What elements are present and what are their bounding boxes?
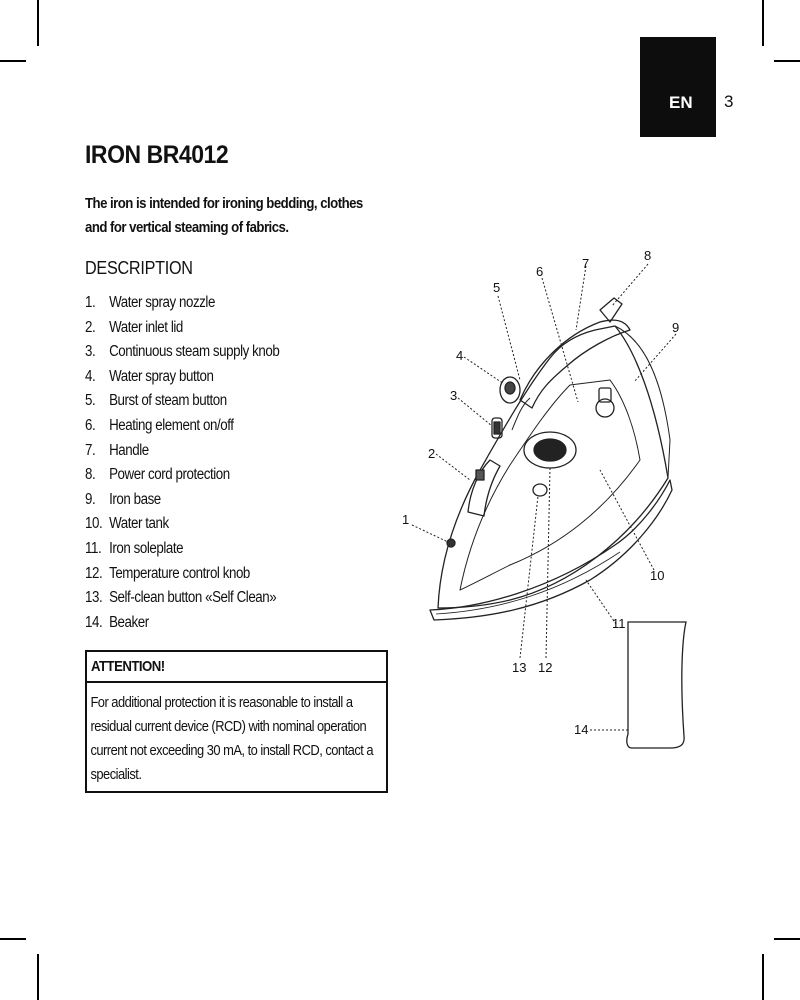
intro-text: The iron is intended for ironing bedding, clothes and for vertical steaming of fabrics. <box>85 195 363 236</box>
language-label: EN <box>669 93 693 112</box>
callout-9: 9 <box>672 320 680 335</box>
item-number: 3. <box>85 343 96 361</box>
list-item <box>85 389 279 414</box>
list-item <box>85 537 279 562</box>
iron-diagram <box>400 240 700 760</box>
list-item <box>85 316 279 341</box>
crop-mark <box>0 938 26 940</box>
attention-text: For additional protection it is reasonable to install a residual current device (RCD) with nominal operation current not exceeding 30 mA, to install RCD, contact a specialist. <box>90 694 374 783</box>
crop-mark <box>762 0 764 46</box>
attention-heading: ATTENTION! <box>87 652 386 683</box>
attention-box <box>85 650 388 793</box>
iron-handle-shape <box>520 320 630 408</box>
list-item <box>85 562 279 587</box>
item-number: 8. <box>85 466 96 484</box>
beaker-shape <box>627 622 686 748</box>
iron-body-shape <box>438 326 668 608</box>
item-number: 2. <box>85 318 96 336</box>
item-number: 7. <box>85 441 96 459</box>
item-number: 11. <box>85 539 102 557</box>
iron-soleplate-shape <box>430 480 672 620</box>
list-item <box>85 463 279 488</box>
item-number: 5. <box>85 392 96 410</box>
list-item <box>85 365 279 390</box>
cord-protection-shape <box>600 298 622 322</box>
callout-7: 7 <box>582 256 590 271</box>
description-heading: DESCRIPTION <box>85 258 193 278</box>
list-item <box>85 488 279 513</box>
callout-4: 4 <box>456 348 464 363</box>
parts-list <box>85 291 279 635</box>
language-tab <box>640 37 716 137</box>
item-label: Handle <box>109 441 149 459</box>
item-label: Iron base <box>109 490 161 508</box>
crop-mark <box>37 954 39 1000</box>
list-item <box>85 586 279 611</box>
item-label: Heating element on/off <box>109 416 234 434</box>
page-title: IRON BR4012 <box>85 141 229 169</box>
callout-2: 2 <box>428 446 436 461</box>
item-number: 4. <box>85 367 96 385</box>
item-number: 12. <box>85 564 103 582</box>
list-item <box>85 611 279 636</box>
callout-12: 12 <box>538 660 553 675</box>
list-item <box>85 340 279 365</box>
crop-mark <box>0 60 26 62</box>
list-item <box>85 291 279 316</box>
page-number: 3 <box>724 92 734 111</box>
list-item <box>85 512 279 537</box>
callout-8: 8 <box>644 248 652 263</box>
callout-3: 3 <box>450 388 458 403</box>
item-label: Temperature control knob <box>109 564 250 582</box>
callout-13: 13 <box>512 660 527 675</box>
item-number: 13. <box>85 589 103 607</box>
list-item <box>85 414 279 439</box>
callout-6: 6 <box>536 264 544 279</box>
callout-14: 14 <box>574 722 589 737</box>
item-label: Water inlet lid <box>109 318 183 336</box>
item-label: Burst of steam button <box>109 392 227 410</box>
item-number: 9. <box>85 490 96 508</box>
item-label: Iron soleplate <box>109 539 184 557</box>
item-number: 6. <box>85 416 96 434</box>
item-label: Water tank <box>109 515 169 533</box>
item-label: Continuous steam supply knob <box>109 343 280 361</box>
callout-5: 5 <box>493 280 501 295</box>
item-label: Self-clean button «Self Clean» <box>109 589 277 607</box>
item-number: 10. <box>85 515 103 533</box>
callout-11: 11 <box>612 616 626 631</box>
item-number: 1. <box>85 294 96 311</box>
crop-mark <box>774 60 800 62</box>
list-item <box>85 439 279 464</box>
item-label: Power cord protection <box>109 466 230 484</box>
callout-1: 1 <box>402 512 410 527</box>
item-label: Beaker <box>109 613 149 631</box>
callout-10: 10 <box>650 568 665 583</box>
item-label: Water spray button <box>109 367 214 385</box>
crop-mark <box>762 954 764 1000</box>
item-number: 14. <box>85 613 103 631</box>
crop-mark <box>37 0 39 46</box>
crop-mark <box>774 938 800 940</box>
item-label: Water spray nozzle <box>109 294 215 311</box>
